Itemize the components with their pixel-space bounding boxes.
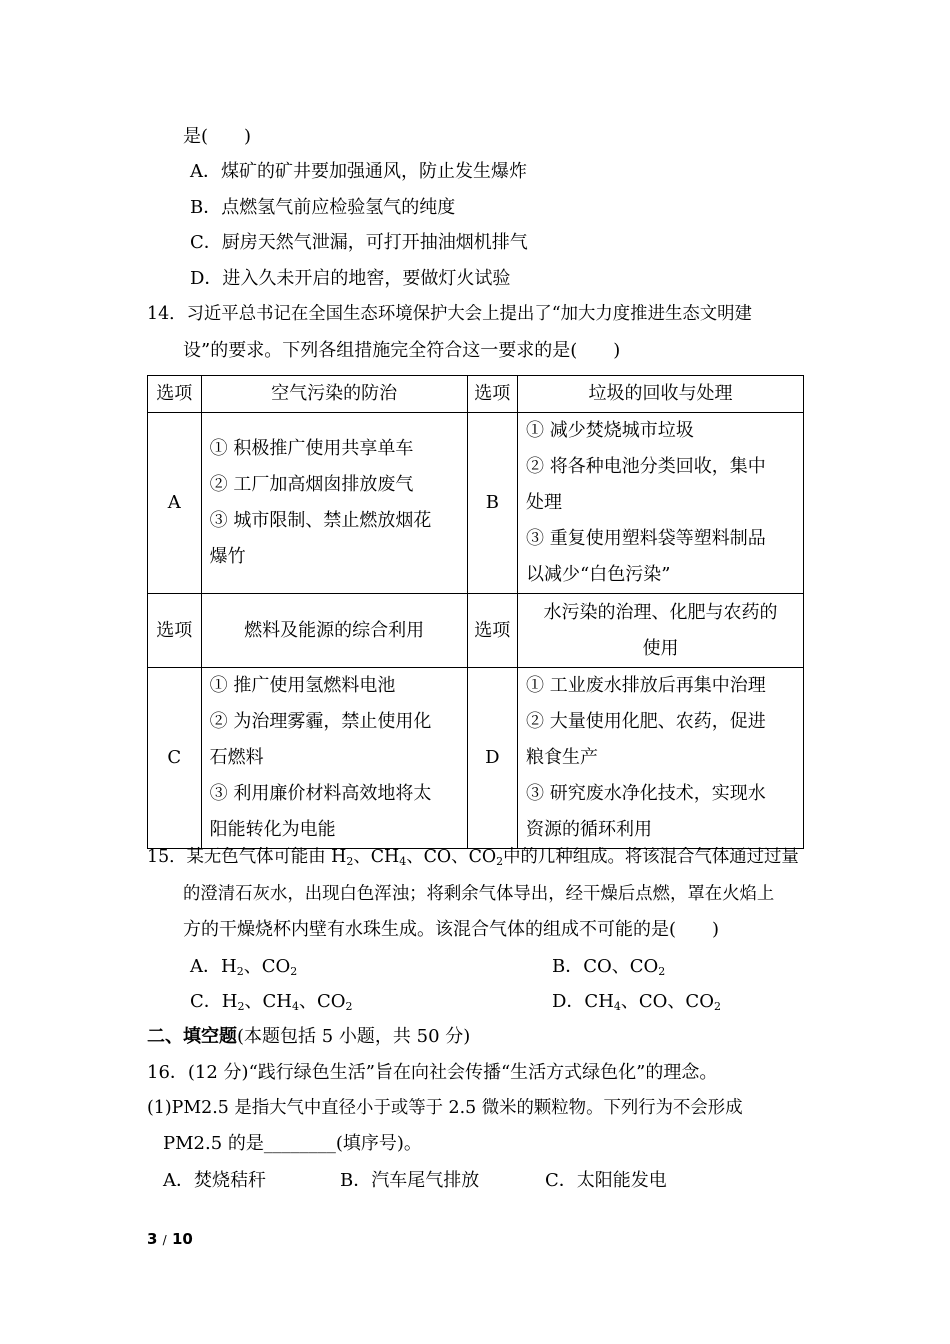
q15-text: 、CO — [298, 991, 346, 1012]
option-d-water-measures — [518, 668, 804, 849]
header-water-line1: 水污染的治理、化肥与农药的 — [543, 601, 778, 623]
section-title: 二、填空题 — [147, 1026, 237, 1047]
subscript: 2 — [345, 1000, 353, 1013]
q16-part1-line2: PM2.5 的是________(填序号)。 — [163, 1133, 422, 1154]
subscript: 2 — [658, 965, 666, 978]
list-item: ② 工厂加高烟囱排放废气 — [209, 474, 414, 495]
option-a-label: A — [148, 413, 202, 594]
q16-part1-line1: (1)PM2.5 是指大气中直径小于或等于 2.5 微米的颗粒物。下列行为不会形成 — [147, 1098, 743, 1118]
list-item: ② 大量使用化肥、农药，促进 — [526, 711, 766, 732]
q14-options-table — [147, 375, 804, 849]
q16-stem: 16．(12 分)“践行绿色生活”旨在向社会传播“生活方式绿色化”的理念。 — [147, 1062, 718, 1083]
q16-option-b: B．汽车尾气排放 — [340, 1170, 480, 1191]
header-energy-use: 燃料及能源的综合利用 — [201, 594, 467, 668]
q15-text: D．CH — [552, 991, 614, 1012]
list-item: ① 推广使用氢燃料电池 — [209, 675, 396, 696]
subscript: 4 — [613, 1000, 621, 1013]
list-item: 石燃料 — [209, 747, 264, 768]
q13-option-a: A．煤矿的矿井要加强通风，防止发生爆炸 — [190, 161, 527, 182]
list-item: ① 工业废水排放后再集中治理 — [526, 675, 766, 696]
list-item: 以减少“白色污染” — [526, 564, 671, 585]
option-c-energy-measures — [201, 668, 467, 849]
list-item: ① 积极推广使用共享单车 — [209, 438, 414, 459]
q15-text: 、CO、CO — [620, 991, 714, 1012]
list-item: 阳能转化为电能 — [209, 819, 336, 840]
subscript: 2 — [236, 965, 244, 978]
table-row — [148, 594, 804, 668]
page-total: 10 — [171, 1230, 193, 1248]
list-item: ② 为治理雾霾，禁止使用化 — [209, 711, 432, 732]
option-d-label: D — [467, 668, 517, 849]
subscript: 4 — [399, 855, 407, 868]
list-item: ③ 研究废水净化技术，实现水 — [526, 783, 766, 804]
list-item: ② 将各种电池分类回收，集中 — [526, 456, 766, 477]
subscript: 2 — [237, 1000, 245, 1013]
q15-stem-line2: 的澄清石灰水，出现白色浑浊；将剩余气体导出，经干燥后点燃，罩在火焰上 — [183, 884, 775, 904]
list-item: ③ 重复使用塑料袋等塑料制品 — [526, 528, 766, 549]
q13-option-c: C．厨房天然气泄漏，可打开抽油烟机排气 — [190, 232, 528, 253]
q15-text: 15．某无色气体可能由 H — [147, 847, 347, 867]
subscript: 2 — [290, 965, 298, 978]
q15-text: 、CO — [243, 956, 291, 977]
q16-option-c: C．太阳能发电 — [545, 1170, 667, 1191]
q15-option-b — [552, 955, 665, 979]
q13-option-d: D．进入久未开启的地窖，要做灯火试验 — [190, 268, 511, 289]
list-item: ③ 利用廉价材料高效地将太 — [209, 783, 432, 804]
list-item: 资源的循环利用 — [526, 819, 653, 840]
option-b-garbage-measures — [518, 413, 804, 594]
q15-text: 、CH — [353, 847, 400, 867]
header-water-pollution — [518, 594, 804, 668]
header-garbage-recycling: 垃圾的回收与处理 — [518, 376, 804, 413]
header-option-label: 选项 — [467, 594, 517, 668]
header-option-label: 选项 — [148, 594, 202, 668]
subscript: 2 — [496, 855, 504, 868]
q13-tail: 是( ) — [183, 126, 252, 147]
q15-option-d — [552, 990, 721, 1014]
q14-stem-line1: 14．习近平总书记在全国生态环境保护大会上提出了“加大力度推进生态文明建 — [147, 304, 752, 324]
header-air-pollution: 空气污染的防治 — [201, 376, 467, 413]
q15-text: 中的几种组成。将该混合气体通过过量 — [503, 847, 799, 867]
q15-stem-line3: 方的干燥烧杯内壁有水珠生成。该混合气体的组成不可能的是( ) — [183, 919, 720, 940]
table-row — [148, 668, 804, 849]
q15-option-a — [190, 955, 297, 979]
page-current: 3 — [147, 1230, 158, 1248]
subscript: 2 — [713, 1000, 721, 1013]
q15-text: A．H — [190, 956, 237, 977]
list-item: ① 减少焚烧城市垃圾 — [526, 420, 694, 441]
option-c-label: C — [148, 668, 202, 849]
page-separator: / — [162, 1233, 167, 1247]
page-number — [147, 1230, 193, 1248]
q15-option-c — [190, 990, 353, 1014]
q15-text: 、CO、CO — [406, 847, 497, 867]
header-option-label: 选项 — [148, 376, 202, 413]
q16-option-a: A．焚烧秸秆 — [163, 1170, 266, 1191]
q15-stem-line1 — [147, 845, 799, 869]
table-row — [148, 413, 804, 594]
q15-text: C．H — [190, 991, 238, 1012]
list-item: ③ 城市限制、禁止燃放烟花 — [209, 510, 432, 531]
subscript: 4 — [291, 1000, 299, 1013]
header-water-line2: 使用 — [642, 637, 679, 659]
list-item: 处理 — [526, 492, 563, 513]
q15-text: B．CO、CO — [552, 956, 659, 977]
q13-option-b: B．点燃氢气前应检验氢气的纯度 — [190, 197, 456, 218]
option-a-air-measures — [201, 413, 467, 594]
list-item: 爆竹 — [209, 546, 246, 567]
header-option-label: 选项 — [467, 376, 517, 413]
section-heading — [147, 1025, 470, 1049]
subscript: 2 — [346, 855, 354, 868]
q14-stem-line2: 设”的要求。下列各组措施完全符合这一要求的是( ) — [183, 340, 621, 361]
option-b-label: B — [467, 413, 517, 594]
table-row — [148, 376, 804, 413]
list-item: 粮食生产 — [526, 747, 599, 768]
q15-text: 、CH — [244, 991, 292, 1012]
section-description: (本题包括 5 小题，共 50 分) — [237, 1026, 471, 1047]
